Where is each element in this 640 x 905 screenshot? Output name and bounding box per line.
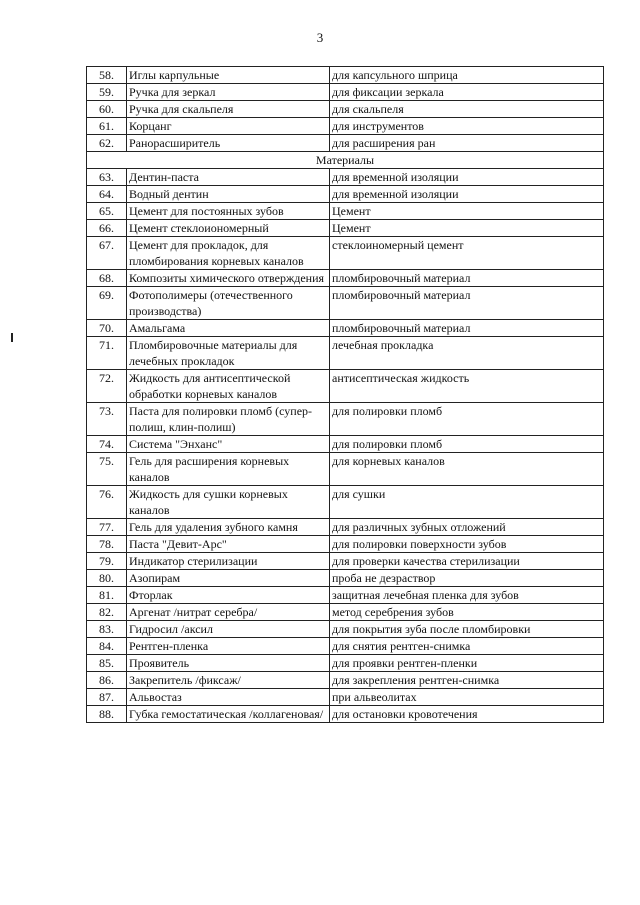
table-row [87,287,604,320]
item-name: Ранорасширитель [127,135,330,152]
row-number: 76. [87,486,127,519]
table-row [87,587,604,604]
item-purpose: для различных зубных отложений [330,519,604,536]
item-name: Гель для удаления зубного камня [127,519,330,536]
table-row [87,135,604,152]
item-purpose: для покрытия зуба после пломбировки [330,621,604,638]
page-number: 3 [316,30,324,45]
row-number: 69. [87,287,127,320]
table-row [87,370,604,403]
item-name: Жидкость для сушки корневых каналов [127,486,330,519]
item-name: Иглы карпульные [127,67,330,84]
item-name: Проявитель [127,655,330,672]
row-number: 64. [87,186,127,203]
section-title: Материалы [87,152,604,169]
table-row [87,638,604,655]
item-purpose: защитная лечебная пленка для зубов [330,587,604,604]
table-row [87,689,604,706]
material-rows [87,169,604,723]
item-purpose: проба не дезраствор [330,570,604,587]
item-purpose: Цемент [330,220,604,237]
row-number: 82. [87,604,127,621]
table-row [87,536,604,553]
table-row [87,570,604,587]
item-purpose: для инструментов [330,118,604,135]
table-row [87,186,604,203]
item-purpose: для расширения ран [330,135,604,152]
item-purpose: для снятия рентген-снимка [330,638,604,655]
row-number: 75. [87,453,127,486]
row-number: 81. [87,587,127,604]
table-row [87,84,604,101]
table-row [87,337,604,370]
item-purpose: для временной изоляции [330,186,604,203]
table-row [87,621,604,638]
item-purpose: при альвеолитах [330,689,604,706]
item-name: Азопирам [127,570,330,587]
row-number: 63. [87,169,127,186]
item-name: Дентин-паста [127,169,330,186]
row-number: 62. [87,135,127,152]
table-row [87,706,604,723]
row-number: 66. [87,220,127,237]
row-number: 67. [87,237,127,270]
item-name: Цемент для прокладок, для пломбирования корневых каналов [127,237,330,270]
row-number: 68. [87,270,127,287]
margin-mark [11,333,13,342]
table-row [87,672,604,689]
item-purpose: для капсульного шприца [330,67,604,84]
item-purpose: Цемент [330,203,604,220]
row-number: 60. [87,101,127,118]
row-number: 78. [87,536,127,553]
table-row [87,403,604,436]
item-name: Губка гемостатическая /коллагеновая/ [127,706,330,723]
item-name: Альвостаз [127,689,330,706]
row-number: 86. [87,672,127,689]
table-row [87,553,604,570]
table-row [87,320,604,337]
table-row [87,237,604,270]
item-purpose: антисептическая жидкость [330,370,604,403]
table-row [87,67,604,84]
item-purpose: для остановки кровотечения [330,706,604,723]
item-purpose: для временной изоляции [330,169,604,186]
item-name: Водный дентин [127,186,330,203]
item-purpose: для сушки [330,486,604,519]
item-purpose: пломбировочный материал [330,287,604,320]
row-number: 84. [87,638,127,655]
table-row [87,453,604,486]
item-purpose: стеклоиномерный цемент [330,237,604,270]
item-purpose: метод серебрения зубов [330,604,604,621]
row-number: 74. [87,436,127,453]
item-purpose: для корневых каналов [330,453,604,486]
item-name: Фотополимеры (отечественного производства) [127,287,330,320]
table-row [87,203,604,220]
item-name: Аргенат /нитрат серебра/ [127,604,330,621]
item-name: Корцанг [127,118,330,135]
row-number: 80. [87,570,127,587]
table-row [87,169,604,186]
table-row [87,486,604,519]
row-number: 71. [87,337,127,370]
item-name: Гидросил /аксил [127,621,330,638]
item-name: Фторлак [127,587,330,604]
row-number: 85. [87,655,127,672]
row-number: 59. [87,84,127,101]
row-number: 88. [87,706,127,723]
item-name: Паста для полировки пломб (супер-полиш, клин-полиш) [127,403,330,436]
row-number: 61. [87,118,127,135]
item-name: Амальгама [127,320,330,337]
item-name: Композиты химического отверждения [127,270,330,287]
item-purpose: для полировки пломб [330,403,604,436]
item-name: Цемент стеклоиономерный [127,220,330,237]
item-name: Пломбировочные материалы для лечебных прокладок [127,337,330,370]
instrument-rows [87,67,604,152]
item-purpose: пломбировочный материал [330,320,604,337]
item-purpose: для полировки поверхности зубов [330,536,604,553]
item-purpose: для скальпеля [330,101,604,118]
item-purpose: пломбировочный материал [330,270,604,287]
table-row [87,436,604,453]
item-purpose: для проверки качества стерилизации [330,553,604,570]
item-name: Рентген-пленка [127,638,330,655]
item-purpose: лечебная прокладка [330,337,604,370]
table-row [87,118,604,135]
item-name: Закрепитель /фиксаж/ [127,672,330,689]
item-purpose: для проявки рентген-пленки [330,655,604,672]
item-name: Ручка для скальпеля [127,101,330,118]
row-number: 83. [87,621,127,638]
materials-table [86,66,604,723]
row-number: 72. [87,370,127,403]
table-row [87,101,604,118]
item-purpose: для фиксации зеркала [330,84,604,101]
item-purpose: для закрепления рентген-снимка [330,672,604,689]
row-number: 73. [87,403,127,436]
table-row [87,220,604,237]
item-name: Паста "Девит-Арс" [127,536,330,553]
table-row [87,604,604,621]
table-row [87,270,604,287]
row-number: 70. [87,320,127,337]
table-row [87,655,604,672]
section-header [87,152,604,169]
row-number: 79. [87,553,127,570]
item-name: Индикатор стерилизации [127,553,330,570]
table-row [87,519,604,536]
item-name: Ручка для зеркал [127,84,330,101]
item-name: Цемент для постоянных зубов [127,203,330,220]
item-name: Система "Энханс" [127,436,330,453]
row-number: 87. [87,689,127,706]
item-name: Жидкость для антисептической обработки корневых каналов [127,370,330,403]
item-name: Гель для расширения корневых каналов [127,453,330,486]
item-purpose: для полировки пломб [330,436,604,453]
row-number: 77. [87,519,127,536]
row-number: 65. [87,203,127,220]
section-row [87,152,604,169]
row-number: 58. [87,67,127,84]
